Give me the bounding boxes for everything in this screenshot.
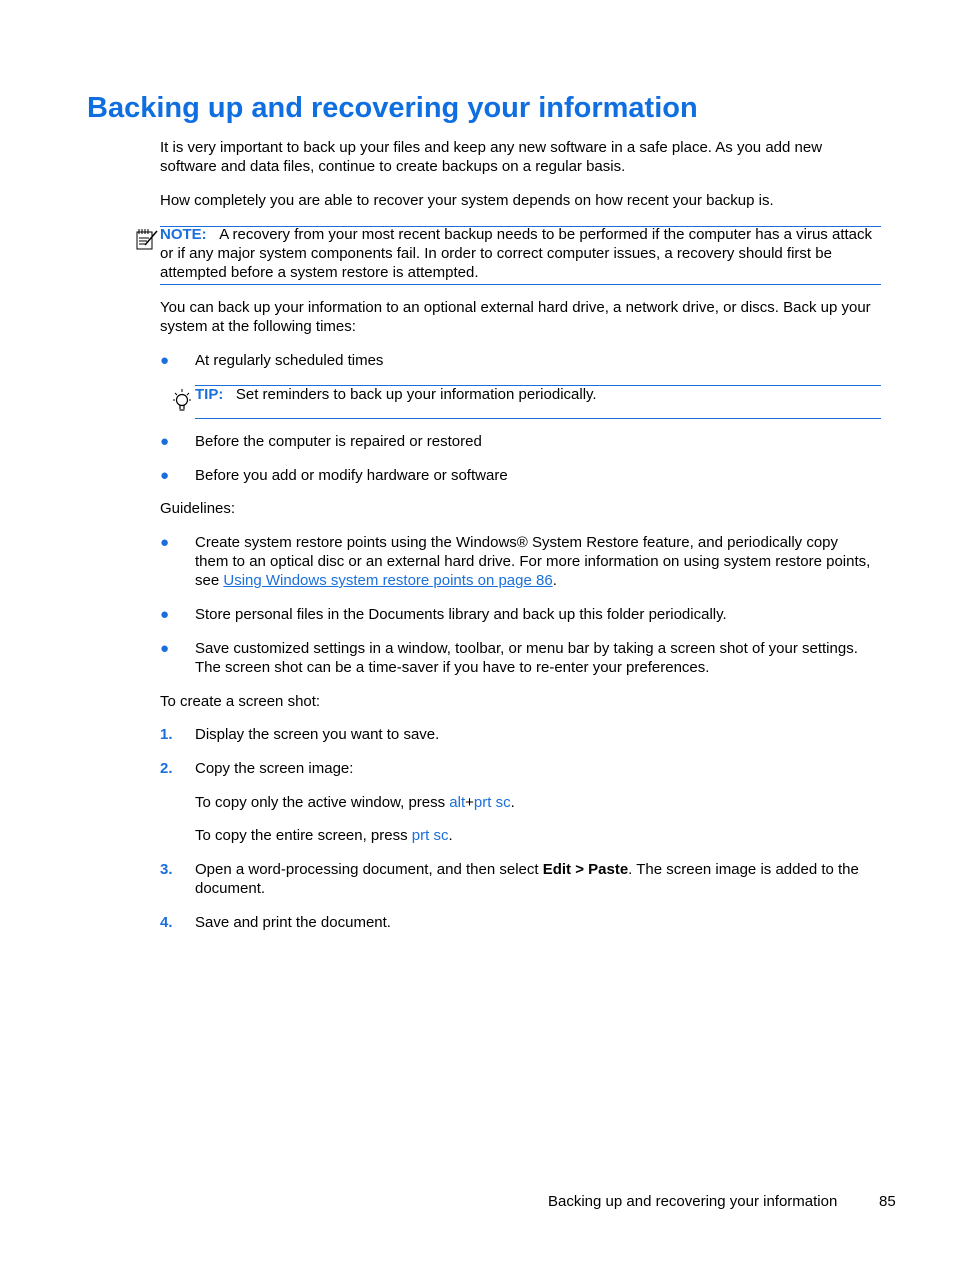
footer-page-number: 85 — [879, 1193, 896, 1210]
note-bottom-rule — [160, 284, 881, 285]
note-label: NOTE: — [160, 226, 207, 243]
step-text-end: . The screen image is added to the document. — [195, 861, 859, 897]
restore-points-link[interactable]: Using Windows system restore points on page 86 — [223, 572, 553, 589]
substep-text: To copy the entire screen, press — [195, 827, 412, 844]
list-item — [195, 533, 875, 590]
step-number: 2. — [160, 760, 173, 777]
bullet-icon: ● — [160, 352, 170, 369]
step-number: 3. — [160, 861, 173, 878]
step-number: 4. — [160, 914, 173, 931]
key-prt-sc: prt sc — [411, 827, 449, 844]
guideline-1-text: Create system restore points using the Windows® System Restore feature, and periodically copy them to an optical disc or an external hard drive. For more information on using system restore points, see — [195, 534, 871, 589]
screenshot-label: To create a screen shot: — [160, 693, 321, 710]
substep-active-window — [195, 793, 885, 812]
intro-paragraph-1: It is very important to back up your files and keep any new software in a safe place. As you add new software and data files, continue to create backups on a regular basis. — [160, 139, 823, 175]
step-text: Open a word-processing document, and then select — [195, 861, 543, 878]
tip-label: TIP: — [195, 386, 224, 403]
intro-paragraph-2: How completely you are able to recover your system depends on how recent your backup is. — [160, 192, 774, 209]
tip-body: Set reminders to back up your information periodically. — [235, 386, 597, 403]
note-pad-icon — [135, 227, 159, 256]
page-title: Backing up and recovering your information — [87, 92, 698, 124]
substep-end: . — [510, 794, 515, 811]
step-item: Save and print the document. — [195, 914, 391, 931]
note-text — [160, 225, 882, 282]
step-number: 1. — [160, 726, 173, 743]
tip-text — [195, 385, 885, 404]
guidelines-label: Guidelines: — [160, 500, 236, 517]
key-prt-sc: prt sc — [473, 794, 511, 811]
list-item: Before you add or modify hardware or software — [195, 467, 508, 484]
list-item: At regularly scheduled times — [195, 352, 384, 369]
substep-text: To copy only the active window, press — [195, 794, 450, 811]
lightbulb-icon — [170, 387, 194, 420]
bullet-icon: ● — [160, 467, 170, 484]
bullet-icon: ● — [160, 433, 170, 450]
list-item: Save customized settings in a window, toolbar, or menu bar by taking a screen shot of your settings. The screen shot can be a time-saver if you have to re-enter your preferences. — [195, 640, 858, 676]
bullet-icon: ● — [160, 640, 170, 657]
list-item: Store personal files in the Documents library and back up this folder periodically. — [195, 606, 727, 623]
list-item: Before the computer is repaired or restored — [195, 433, 482, 450]
key-alt: alt — [449, 794, 466, 811]
bullet-icon: ● — [160, 534, 170, 551]
step-item — [195, 860, 885, 898]
backup-paragraph: You can back up your information to an optional external hard drive, a network drive, or discs. Back up your system at the following times: — [160, 299, 871, 335]
bullet-icon: ● — [160, 606, 170, 623]
step-item: Display the screen you want to save. — [195, 726, 440, 743]
menu-path: Edit > Paste — [542, 861, 629, 878]
guideline-1-end: . — [552, 572, 557, 589]
footer-section-title: Backing up and recovering your information — [548, 1193, 838, 1210]
note-body: A recovery from your most recent backup needs to be performed if the computer has a virus attack or if any major system components fail. In order to correct computer issues, a recovery should first be attempted before a system restore is attempted. — [160, 226, 872, 281]
step-item: Copy the screen image: — [195, 760, 354, 777]
substep-end: . — [448, 827, 453, 844]
substep-entire-screen — [195, 826, 885, 845]
tip-bottom-rule — [195, 418, 881, 419]
key-plus: + — [465, 794, 474, 811]
